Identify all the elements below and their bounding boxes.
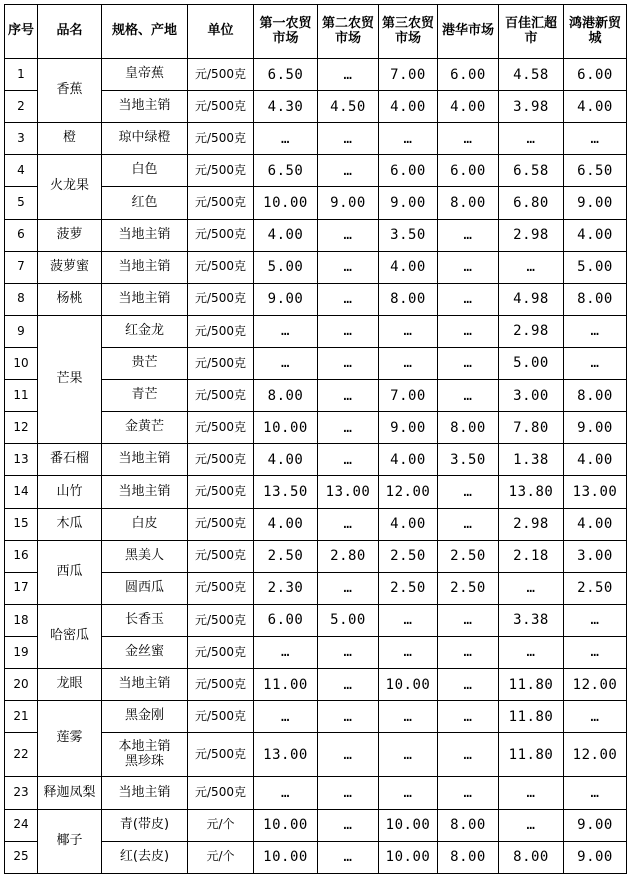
price-market-6: … <box>564 701 627 733</box>
price-market-2: … <box>318 59 379 91</box>
row-number: 25 <box>5 841 38 873</box>
spec-origin: 贵芒 <box>102 347 188 379</box>
product-name: 芒果 <box>38 315 102 443</box>
price-market-4: 8.00 <box>438 841 499 873</box>
row-number: 3 <box>5 123 38 155</box>
row-number: 2 <box>5 91 38 123</box>
price-market-1: 8.00 <box>254 380 318 412</box>
unit: 元/500克 <box>188 380 254 412</box>
price-market-2: … <box>318 315 379 347</box>
price-market-4: … <box>438 733 499 777</box>
product-name: 西瓜 <box>38 540 102 604</box>
price-market-1: 10.00 <box>254 841 318 873</box>
price-market-1: … <box>254 636 318 668</box>
price-market-2: … <box>318 347 379 379</box>
price-market-6: … <box>564 604 627 636</box>
unit: 元/个 <box>188 841 254 873</box>
table-row <box>5 283 627 315</box>
price-market-1: 6.50 <box>254 155 318 187</box>
unit: 元/500克 <box>188 572 254 604</box>
row-number: 9 <box>5 315 38 347</box>
header-cell-market-3: 第三农贸市场 <box>379 5 438 59</box>
row-number: 24 <box>5 809 38 841</box>
price-market-6: 13.00 <box>564 476 627 508</box>
unit: 元/500克 <box>188 155 254 187</box>
row-number: 23 <box>5 777 38 809</box>
price-market-5: … <box>499 251 564 283</box>
price-market-4: … <box>438 347 499 379</box>
spec-origin: 黑美人 <box>102 540 188 572</box>
price-market-5: 3.98 <box>499 91 564 123</box>
row-number: 19 <box>5 636 38 668</box>
price-market-1: … <box>254 777 318 809</box>
table-row <box>5 219 627 251</box>
price-market-4: 3.50 <box>438 444 499 476</box>
price-market-1: 4.00 <box>254 508 318 540</box>
price-market-4: 4.00 <box>438 91 499 123</box>
price-market-3: 10.00 <box>379 669 438 701</box>
price-market-1: 2.50 <box>254 540 318 572</box>
spec-origin: 当地主销 <box>102 251 188 283</box>
price-market-1: 5.00 <box>254 251 318 283</box>
price-market-3: 4.00 <box>379 444 438 476</box>
price-market-6: 9.00 <box>564 412 627 444</box>
price-market-2: … <box>318 701 379 733</box>
price-market-4: … <box>438 508 499 540</box>
price-market-3: … <box>379 733 438 777</box>
price-market-5: … <box>499 123 564 155</box>
price-market-1: 13.50 <box>254 476 318 508</box>
spec-origin: 圆西瓜 <box>102 572 188 604</box>
table-row <box>5 315 627 347</box>
table-row <box>5 476 627 508</box>
row-number: 17 <box>5 572 38 604</box>
table-row <box>5 59 627 91</box>
product-name: 龙眼 <box>38 669 102 701</box>
price-market-4: … <box>438 604 499 636</box>
price-market-3: 4.00 <box>379 251 438 283</box>
price-market-3: … <box>379 701 438 733</box>
price-market-4: … <box>438 476 499 508</box>
price-market-1: … <box>254 315 318 347</box>
unit: 元/500克 <box>188 733 254 777</box>
price-market-3: 7.00 <box>379 59 438 91</box>
product-name: 火龙果 <box>38 155 102 219</box>
price-market-6: 4.00 <box>564 91 627 123</box>
price-market-1: 6.50 <box>254 59 318 91</box>
price-market-4: … <box>438 219 499 251</box>
header-cell-spec: 规格、产地 <box>102 5 188 59</box>
price-market-2: 2.80 <box>318 540 379 572</box>
price-market-6: 9.00 <box>564 187 627 219</box>
price-market-2: … <box>318 636 379 668</box>
price-market-4: 6.00 <box>438 59 499 91</box>
table-row <box>5 669 627 701</box>
table-row <box>5 540 627 572</box>
row-number: 5 <box>5 187 38 219</box>
header-cell-market-6: 鸿港新贸城 <box>564 5 627 59</box>
row-number: 22 <box>5 733 38 777</box>
product-name: 菠萝 <box>38 219 102 251</box>
price-market-1: 4.30 <box>254 91 318 123</box>
price-market-4: 2.50 <box>438 572 499 604</box>
spec-origin: 白色 <box>102 155 188 187</box>
price-market-6: 9.00 <box>564 841 627 873</box>
price-market-1: 10.00 <box>254 809 318 841</box>
price-market-4: … <box>438 701 499 733</box>
price-market-6: 8.00 <box>564 283 627 315</box>
price-market-6: 5.00 <box>564 251 627 283</box>
price-market-5: … <box>499 809 564 841</box>
unit: 元/500克 <box>188 412 254 444</box>
table-row <box>5 123 627 155</box>
row-number: 4 <box>5 155 38 187</box>
unit: 元/500克 <box>188 251 254 283</box>
spec-origin: 红色 <box>102 187 188 219</box>
unit: 元/500克 <box>188 91 254 123</box>
spec-line: 黑珍珠 <box>124 753 164 769</box>
table-row <box>5 508 627 540</box>
price-market-2: 5.00 <box>318 604 379 636</box>
product-name: 释迦凤梨 <box>38 777 102 809</box>
price-market-3: … <box>379 123 438 155</box>
price-market-5: 11.80 <box>499 733 564 777</box>
price-market-1: 2.30 <box>254 572 318 604</box>
product-name: 椰子 <box>38 809 102 873</box>
price-market-2: … <box>318 841 379 873</box>
price-market-5: 3.38 <box>499 604 564 636</box>
product-name: 杨桃 <box>38 283 102 315</box>
table-row <box>5 155 627 187</box>
unit: 元/500克 <box>188 444 254 476</box>
price-market-3: 9.00 <box>379 187 438 219</box>
price-market-2: … <box>318 283 379 315</box>
price-market-6: 12.00 <box>564 669 627 701</box>
price-market-3: … <box>379 347 438 379</box>
price-market-6: … <box>564 347 627 379</box>
price-market-6: 4.00 <box>564 444 627 476</box>
price-market-5: 4.58 <box>499 59 564 91</box>
price-market-6: 4.00 <box>564 508 627 540</box>
row-number: 21 <box>5 701 38 733</box>
spec-origin: 当地主销 <box>102 476 188 508</box>
spec-origin: 当地主销 <box>102 777 188 809</box>
price-market-4: … <box>438 380 499 412</box>
header-cell-market-4: 港华市场 <box>438 5 499 59</box>
price-market-3: 2.50 <box>379 540 438 572</box>
product-name: 菠萝蜜 <box>38 251 102 283</box>
price-market-5: … <box>499 572 564 604</box>
price-market-3: 4.00 <box>379 508 438 540</box>
spec-line: 本地主销 <box>118 738 171 754</box>
spec-origin: 红(去皮) <box>102 841 188 873</box>
price-market-6: 12.00 <box>564 733 627 777</box>
price-market-5: 5.00 <box>499 347 564 379</box>
table-row <box>5 251 627 283</box>
price-market-2: 4.50 <box>318 91 379 123</box>
row-number: 12 <box>5 412 38 444</box>
price-market-6: 8.00 <box>564 380 627 412</box>
price-market-1: 13.00 <box>254 733 318 777</box>
price-market-3: 6.00 <box>379 155 438 187</box>
price-market-1: 10.00 <box>254 187 318 219</box>
price-market-1: … <box>254 701 318 733</box>
price-market-5: 6.80 <box>499 187 564 219</box>
price-market-5: 8.00 <box>499 841 564 873</box>
header-cell-market-2: 第二农贸市场 <box>318 5 379 59</box>
price-market-5: 4.98 <box>499 283 564 315</box>
price-market-6: 6.00 <box>564 59 627 91</box>
price-market-3: … <box>379 315 438 347</box>
row-number: 1 <box>5 59 38 91</box>
price-market-3: 8.00 <box>379 283 438 315</box>
price-market-2: … <box>318 123 379 155</box>
price-market-6: 6.50 <box>564 155 627 187</box>
product-name: 橙 <box>38 123 102 155</box>
unit: 元/500克 <box>188 540 254 572</box>
spec-origin: 金丝蜜 <box>102 636 188 668</box>
spec-origin: 长香玉 <box>102 604 188 636</box>
unit: 元/500克 <box>188 701 254 733</box>
spec-origin: 白皮 <box>102 508 188 540</box>
row-number: 11 <box>5 380 38 412</box>
price-market-5: 6.58 <box>499 155 564 187</box>
header-cell-no: 序号 <box>5 5 38 59</box>
row-number: 16 <box>5 540 38 572</box>
price-market-2: … <box>318 444 379 476</box>
price-market-4: 6.00 <box>438 155 499 187</box>
price-market-5: 7.80 <box>499 412 564 444</box>
price-market-4: 2.50 <box>438 540 499 572</box>
price-market-6: 3.00 <box>564 540 627 572</box>
price-market-2: … <box>318 809 379 841</box>
row-number: 6 <box>5 219 38 251</box>
unit: 元/500克 <box>188 283 254 315</box>
price-market-6: 2.50 <box>564 572 627 604</box>
price-market-5: … <box>499 777 564 809</box>
fruit-price-table <box>4 4 627 874</box>
price-market-3: … <box>379 604 438 636</box>
price-market-6: … <box>564 636 627 668</box>
price-market-5: 3.00 <box>499 380 564 412</box>
price-market-2: … <box>318 777 379 809</box>
price-market-5: 11.80 <box>499 701 564 733</box>
price-market-5: 1.38 <box>499 444 564 476</box>
unit: 元/500克 <box>188 187 254 219</box>
price-market-4: … <box>438 283 499 315</box>
price-market-6: … <box>564 315 627 347</box>
price-market-4: … <box>438 123 499 155</box>
price-market-1: 9.00 <box>254 283 318 315</box>
table-row <box>5 701 627 733</box>
unit: 元/个 <box>188 809 254 841</box>
price-market-2: … <box>318 412 379 444</box>
price-market-3: … <box>379 636 438 668</box>
product-name: 番石榴 <box>38 444 102 476</box>
header-cell-market-5: 百佳汇超市 <box>499 5 564 59</box>
price-market-6: … <box>564 123 627 155</box>
unit: 元/500克 <box>188 669 254 701</box>
price-market-2: … <box>318 380 379 412</box>
table-body <box>5 59 627 874</box>
spec-origin: 青芒 <box>102 380 188 412</box>
spec-origin: 当地主销 <box>102 91 188 123</box>
price-market-5: 2.98 <box>499 315 564 347</box>
price-market-5: 13.80 <box>499 476 564 508</box>
price-market-1: 10.00 <box>254 412 318 444</box>
unit: 元/500克 <box>188 636 254 668</box>
price-market-4: … <box>438 636 499 668</box>
table-row <box>5 809 627 841</box>
price-market-5: … <box>499 636 564 668</box>
unit: 元/500克 <box>188 508 254 540</box>
header-cell-name: 品名 <box>38 5 102 59</box>
spec-origin: 当地主销 <box>102 283 188 315</box>
spec-origin: 皇帝蕉 <box>102 59 188 91</box>
price-market-4: … <box>438 777 499 809</box>
price-market-2: … <box>318 508 379 540</box>
price-market-1: … <box>254 123 318 155</box>
price-market-4: … <box>438 315 499 347</box>
product-name: 哈密瓜 <box>38 604 102 668</box>
price-market-4: 8.00 <box>438 187 499 219</box>
price-market-3: 9.00 <box>379 412 438 444</box>
price-market-2: … <box>318 669 379 701</box>
price-market-2: … <box>318 733 379 777</box>
price-market-3: 10.00 <box>379 841 438 873</box>
spec-origin: 琼中绿橙 <box>102 123 188 155</box>
row-number: 15 <box>5 508 38 540</box>
unit: 元/500克 <box>188 604 254 636</box>
spec-origin: 当地主销 <box>102 444 188 476</box>
table-row <box>5 604 627 636</box>
price-market-5: 2.18 <box>499 540 564 572</box>
spec-origin: 当地主销 <box>102 669 188 701</box>
row-number: 13 <box>5 444 38 476</box>
header-row <box>5 5 627 59</box>
unit: 元/500克 <box>188 476 254 508</box>
table-row <box>5 444 627 476</box>
unit: 元/500克 <box>188 347 254 379</box>
price-market-1: 4.00 <box>254 444 318 476</box>
price-market-6: 4.00 <box>564 219 627 251</box>
spec-origin: 青(带皮) <box>102 809 188 841</box>
price-market-2: … <box>318 155 379 187</box>
row-number: 7 <box>5 251 38 283</box>
row-number: 10 <box>5 347 38 379</box>
product-name: 香蕉 <box>38 59 102 123</box>
price-market-6: 9.00 <box>564 809 627 841</box>
price-market-3: 12.00 <box>379 476 438 508</box>
spec-origin: 黑金刚 <box>102 701 188 733</box>
price-market-1: … <box>254 347 318 379</box>
spec-origin <box>102 733 188 777</box>
price-market-4: … <box>438 251 499 283</box>
price-market-3: 7.00 <box>379 380 438 412</box>
price-market-6: … <box>564 777 627 809</box>
price-market-5: 2.98 <box>499 508 564 540</box>
header-cell-market-1: 第一农贸市场 <box>254 5 318 59</box>
price-market-2: … <box>318 572 379 604</box>
row-number: 14 <box>5 476 38 508</box>
price-market-3: 10.00 <box>379 809 438 841</box>
price-market-2: … <box>318 219 379 251</box>
price-market-3: 3.50 <box>379 219 438 251</box>
product-name: 莲雾 <box>38 701 102 777</box>
price-market-1: 4.00 <box>254 219 318 251</box>
unit: 元/500克 <box>188 315 254 347</box>
spec-origin: 当地主销 <box>102 219 188 251</box>
price-market-4: 8.00 <box>438 809 499 841</box>
table-row <box>5 777 627 809</box>
product-name: 山竹 <box>38 476 102 508</box>
unit: 元/500克 <box>188 219 254 251</box>
unit: 元/500克 <box>188 777 254 809</box>
price-market-4: 8.00 <box>438 412 499 444</box>
row-number: 20 <box>5 669 38 701</box>
row-number: 18 <box>5 604 38 636</box>
spec-origin: 金黄芒 <box>102 412 188 444</box>
price-market-5: 11.80 <box>499 669 564 701</box>
unit: 元/500克 <box>188 123 254 155</box>
price-market-3: 2.50 <box>379 572 438 604</box>
price-market-1: 11.00 <box>254 669 318 701</box>
price-market-2: 9.00 <box>318 187 379 219</box>
product-name: 木瓜 <box>38 508 102 540</box>
spec-origin: 红金龙 <box>102 315 188 347</box>
price-market-1: 6.00 <box>254 604 318 636</box>
price-market-3: 4.00 <box>379 91 438 123</box>
price-market-4: … <box>438 669 499 701</box>
price-market-3: … <box>379 777 438 809</box>
row-number: 8 <box>5 283 38 315</box>
price-market-5: 2.98 <box>499 219 564 251</box>
header-cell-unit: 单位 <box>188 5 254 59</box>
price-market-2: 13.00 <box>318 476 379 508</box>
unit: 元/500克 <box>188 59 254 91</box>
price-market-2: … <box>318 251 379 283</box>
